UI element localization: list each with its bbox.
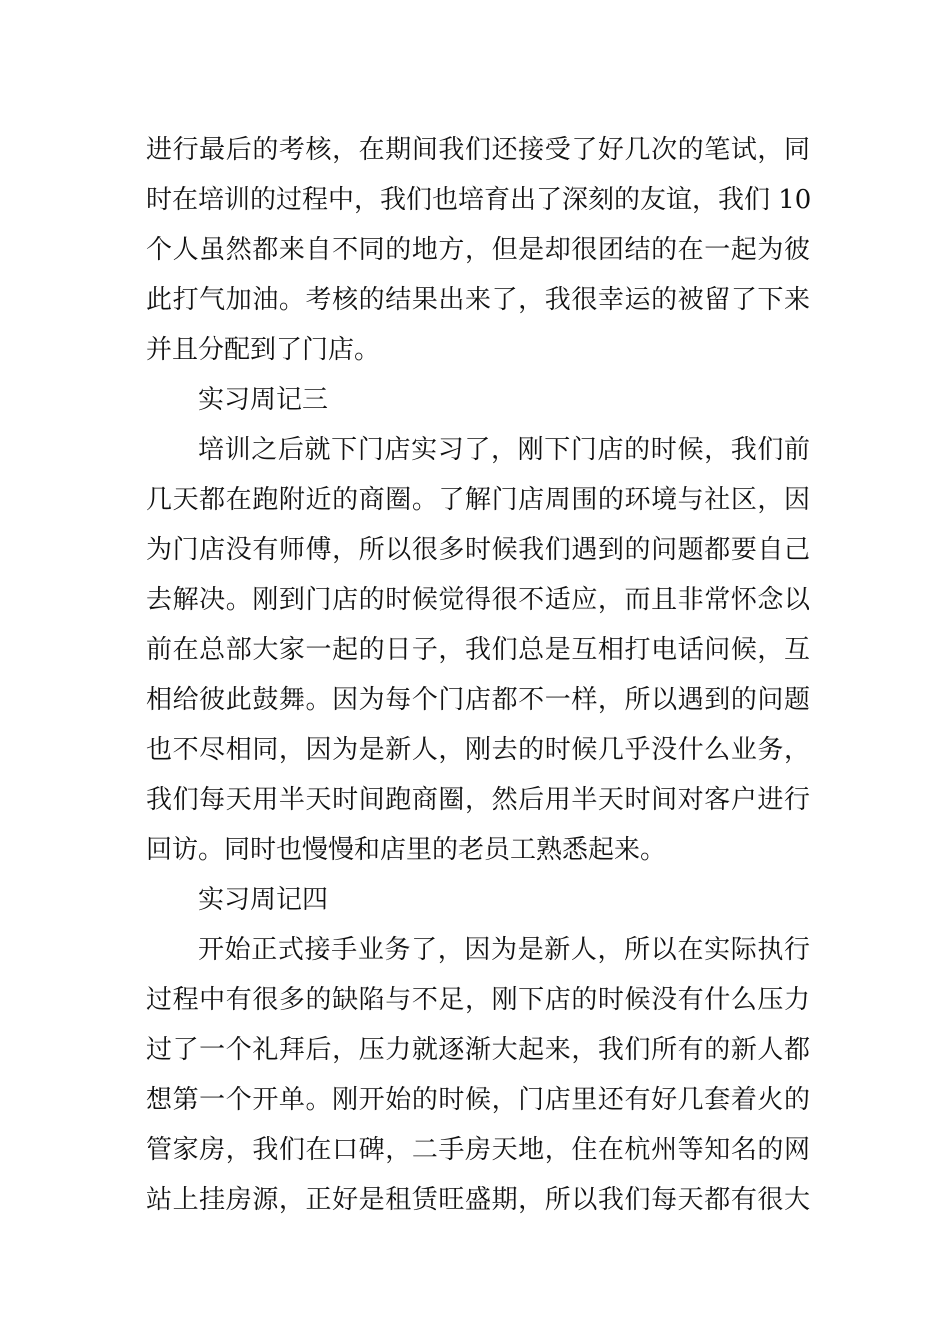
text-line: 想第一个开单。刚开始的时候，门店里还有好几套着火的 [146,1085,810,1115]
text-line: 管家房，我们在口碑，二手房天地，住在杭州等知名的网 [146,1135,810,1165]
section-heading: 实习周记三 [198,385,329,415]
text-line: 此打气加油。考核的结果出来了，我很幸运的被留了下来 [146,285,810,315]
text-line: 我们每天用半天时间跑商圈，然后用半天时间对客户进行 [146,785,810,815]
text-line: 开始正式接手业务了，因为是新人，所以在实际执行 [198,935,810,965]
text-line: 进行最后的考核，在期间我们还接受了好几次的笔试，同 [146,135,810,165]
text-line: 时在培训的过程中，我们也培育出了深刻的友谊，我们 10 [146,185,812,215]
text-line: 过了一个礼拜后，压力就逐渐大起来，我们所有的新人都 [146,1035,810,1065]
text-line: 个人虽然都来自不同的地方，但是却很团结的在一起为彼 [146,235,810,265]
text-line: 并且分配到了门店。 [146,335,381,365]
document-body [146,125,810,1225]
text-line: 前在总部大家一起的日子，我们总是互相打电话问候，互 [146,635,810,665]
text-line: 几天都在跑附近的商圈。了解门店周围的环境与社区，因 [146,485,810,515]
text-line: 过程中有很多的缺陷与不足，刚下店的时候没有什么压力 [146,985,810,1015]
text-line: 也不尽相同，因为是新人，刚去的时候几乎没什么业务， [146,735,810,765]
text-line: 站上挂房源，正好是租赁旺盛期，所以我们每天都有很大 [146,1185,810,1215]
text-line: 回访。同时也慢慢和店里的老员工熟悉起来。 [146,835,667,865]
section-heading: 实习周记四 [198,885,329,915]
text-line: 去解决。刚到门店的时候觉得很不适应，而且非常怀念以 [146,585,810,615]
text-line: 培训之后就下门店实习了，刚下门店的时候，我们前 [198,435,810,465]
text-line: 为门店没有师傅，所以很多时候我们遇到的问题都要自己 [146,535,810,565]
text-line: 相给彼此鼓舞。因为每个门店都不一样，所以遇到的问题 [146,685,810,715]
